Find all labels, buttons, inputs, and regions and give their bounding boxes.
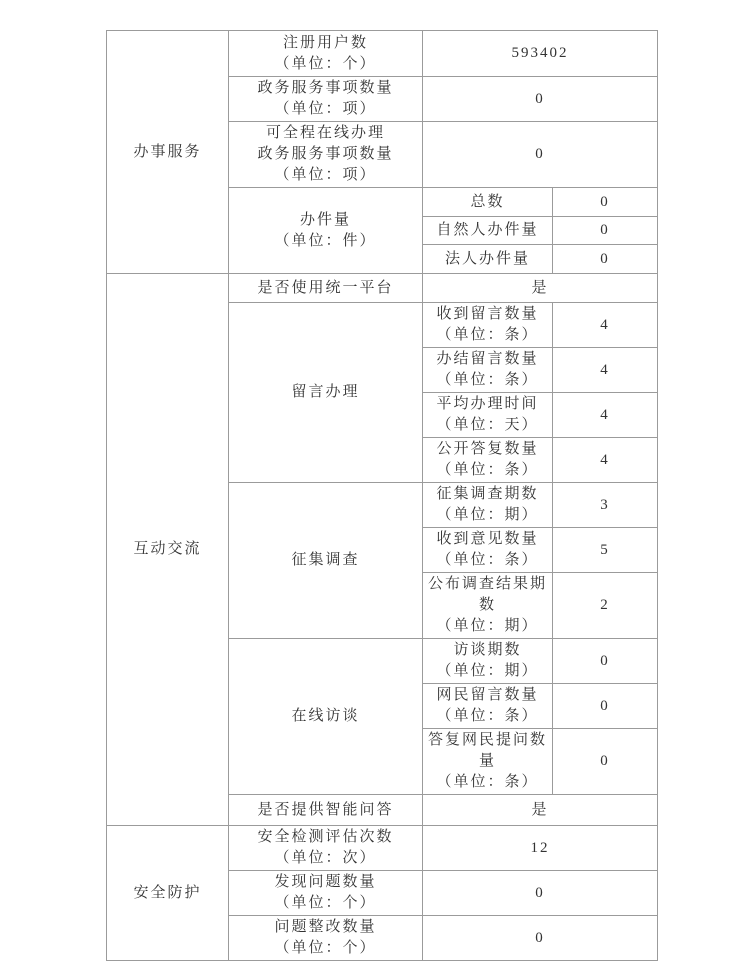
section-label-text: 安全防护 [133,884,202,901]
metric-label-cell [229,826,423,871]
metric-value: 0 [423,916,658,961]
submetric-label: 访谈期数 [453,642,522,658]
submetric-value: 0 [553,639,658,684]
metric-value: 593402 [423,31,658,77]
metric-label-cell [229,916,423,961]
submetric-unit: （单位：条） [436,774,539,790]
metric-value: 12 [423,826,658,871]
submetric-unit: （单位：条） [436,708,539,724]
metric-label: 是否提供智能问答 [229,795,423,826]
metric-label: 问题整改数量 [274,919,377,935]
subgroup-label: 办件量 [299,211,351,228]
metric-label: 是否使用统一平台 [229,274,423,303]
submetric-label: 网民留言数量 [436,687,539,703]
submetric-value: 2 [553,573,658,639]
metric-label: 注册用户数 [282,34,368,51]
submetric-label: 总数 [423,188,553,217]
submetric-label: 自然人办件量 [423,217,553,245]
submetric-label-cell [423,684,553,729]
submetric-value: 3 [553,483,658,528]
submetric-value: 0 [553,217,658,245]
submetric-value: 0 [553,684,658,729]
submetric-value: 4 [553,393,658,438]
metric-value: 0 [423,77,658,122]
submetric-label: 征集调查期数 [436,486,539,502]
section-label-interaction [107,274,229,826]
metric-label-cell [229,31,423,77]
submetric-label-cell [423,438,553,483]
submetric-unit: （单位：期） [436,507,539,523]
subgroup-unit: （单位：件） [274,232,377,249]
metric-label-cell [229,122,423,188]
metric-unit: （单位：个） [274,895,377,911]
submetric-value: 4 [553,348,658,393]
submetric-unit: （单位：条） [436,372,539,388]
annual-report-table [106,30,658,961]
metric-unit: （单位：次） [274,850,377,866]
metric-label-cell [229,77,423,122]
metric-label: 安全检测评估次数 [257,829,394,845]
submetric-label-cell [423,303,553,348]
submetric-unit: （单位：条） [436,327,539,343]
submetric-label-cell [423,729,553,795]
metric-unit: （单位：个） [274,940,377,956]
section-label-security [107,826,229,961]
submetric-label-cell [423,393,553,438]
submetric-value: 0 [553,188,658,217]
metric-unit: （单位：项） [274,167,377,183]
submetric-label: 公布调查结果期数 [427,576,547,613]
metric-value: 是 [423,274,658,303]
metric-label: 政务服务事项数量 [257,146,394,162]
submetric-value: 5 [553,528,658,573]
submetric-label-cell [423,573,553,639]
section-label-service [107,31,229,274]
subgroup-label-interviews: 在线访谈 [229,639,423,795]
metric-unit: （单位：项） [274,101,377,117]
metric-label: 可全程在线办理 [265,125,385,141]
submetric-label-cell [423,348,553,393]
submetric-unit: （单位：天） [436,417,539,433]
submetric-unit: （单位：条） [436,552,539,568]
metric-label-cell [229,871,423,916]
submetric-value: 0 [553,245,658,274]
submetric-unit: （单位：期） [436,618,539,634]
submetric-label: 公开答复数量 [436,441,539,457]
metric-label: 政务服务事项数量 [257,80,394,96]
submetric-unit: （单位：条） [436,462,539,478]
submetric-label: 法人办件量 [423,245,553,274]
submetric-unit: （单位：期） [436,663,539,679]
subgroup-label-messages: 留言办理 [229,303,423,483]
submetric-label: 收到意见数量 [436,531,539,547]
metric-value: 0 [423,871,658,916]
submetric-label-cell [423,639,553,684]
metric-value: 是 [423,795,658,826]
submetric-value: 4 [553,438,658,483]
section-label-text: 互动交流 [133,541,202,557]
submetric-label: 办结留言数量 [436,351,539,367]
metric-unit: （单位：个） [274,55,377,72]
submetric-label-cell [423,528,553,573]
subgroup-label-cases [229,188,423,274]
submetric-label: 平均办理时间 [436,396,539,412]
submetric-label: 收到留言数量 [436,306,539,322]
submetric-label-cell [423,483,553,528]
section-label-text: 办事服务 [133,143,202,160]
submetric-label: 答复网民提问数量 [427,732,547,769]
submetric-value: 4 [553,303,658,348]
metric-label: 发现问题数量 [274,874,377,890]
subgroup-label-surveys: 征集调查 [229,483,423,639]
submetric-value: 0 [553,729,658,795]
metric-value: 0 [423,122,658,188]
